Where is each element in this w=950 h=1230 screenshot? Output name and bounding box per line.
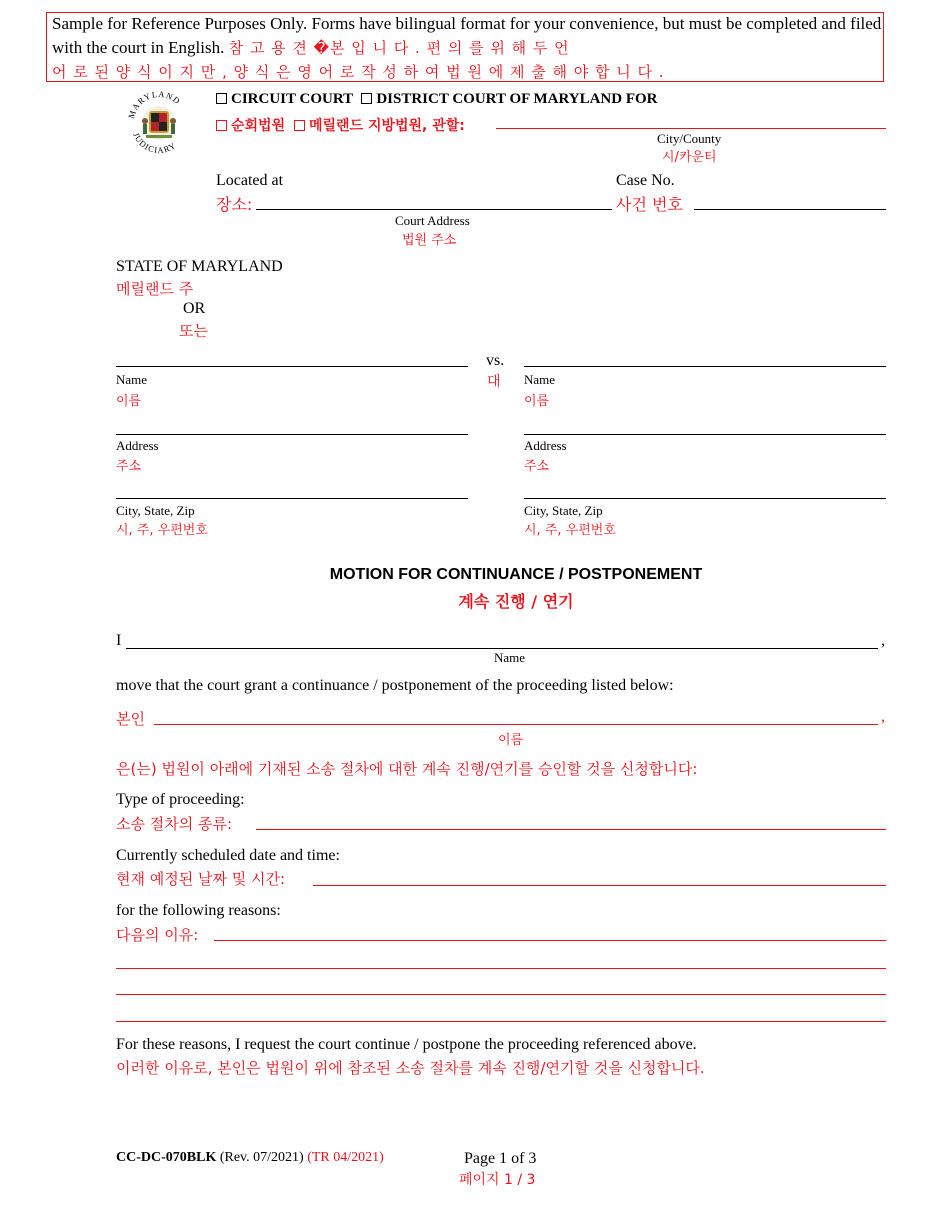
reasons-label-ko: 다음의 이유: bbox=[116, 926, 199, 944]
type-of-proceeding-label: Type of proceeding: bbox=[116, 791, 245, 808]
defendant-name-caption-ko: 이름 bbox=[524, 394, 550, 409]
scheduled-date-label-ko: 현재 예정된 날짜 및 시간: bbox=[116, 870, 286, 888]
reference-notice bbox=[52, 12, 882, 84]
plaintiff-csz-caption-ko: 시, 주, 우편번호 bbox=[116, 523, 208, 538]
notice-korean-1: 참 고 용 견 �본 입 니 다 . 편 의 를 위 해 두 언 bbox=[228, 39, 570, 57]
plaintiff-name-caption: Name bbox=[116, 372, 148, 387]
form-title-ko: 계속 진행 / 연기 bbox=[458, 592, 574, 611]
district-court-checkbox-ko[interactable] bbox=[294, 120, 305, 131]
defendant-address-caption: Address bbox=[524, 438, 567, 453]
circuit-court-checkbox-ko[interactable] bbox=[216, 120, 227, 131]
defendant-address-caption-ko: 주소 bbox=[524, 459, 550, 474]
vs-label: vs. bbox=[486, 352, 505, 369]
city-county-caption: City/County bbox=[657, 131, 722, 146]
or-label-ko: 또는 bbox=[179, 322, 208, 340]
plaintiff-csz-caption: City, State, Zip bbox=[116, 503, 195, 518]
plaintiff-address-caption: Address bbox=[116, 438, 159, 453]
defendant-address-field[interactable] bbox=[524, 434, 886, 435]
comma-ko: , bbox=[881, 708, 885, 725]
court-address-field[interactable] bbox=[256, 209, 612, 210]
seal-top-text: MARYLAND bbox=[126, 88, 183, 120]
district-court-label-ko: 메릴랜드 지방법원, 관할: bbox=[308, 118, 465, 134]
or-label: OR bbox=[183, 300, 206, 317]
form-id-line bbox=[116, 1150, 384, 1166]
reasons-field-2[interactable] bbox=[116, 968, 886, 969]
reasons-field-1[interactable] bbox=[214, 940, 886, 941]
move-text-ko: 은(는) 법원이 아래에 기재된 소송 절차에 대한 계속 진행/연기를 승인할 것을 신청합니다: bbox=[116, 760, 698, 778]
city-county-caption-ko: 시/카운티 bbox=[662, 150, 717, 165]
i-label-ko: 본인 bbox=[116, 710, 145, 728]
movant-name-field-ko[interactable] bbox=[154, 724, 878, 725]
court-address-caption: Court Address bbox=[395, 213, 470, 228]
form-revision: (Rev. 07/2021) bbox=[219, 1150, 304, 1165]
circuit-court-label: CIRCUIT COURT bbox=[231, 91, 354, 107]
plaintiff-name-caption-ko: 이름 bbox=[116, 394, 142, 409]
translation-revision: (TR 04/2021) bbox=[307, 1150, 384, 1165]
located-at-label-ko: 장소: bbox=[216, 195, 253, 214]
vs-label-ko: 대 bbox=[487, 374, 501, 390]
i-label: I bbox=[116, 632, 122, 649]
defendant-name-field[interactable] bbox=[524, 366, 886, 367]
seal-bottom-text: JUDICIARY bbox=[131, 131, 178, 156]
notice-korean-2: 어 로 된 양 식 이 지 만 , 양 식 은 영 어 로 작 성 하 여 법 원 에 제 출 해 야 합 니 다 . bbox=[52, 63, 665, 81]
type-of-proceeding-label-ko: 소송 절차의 종류: bbox=[116, 815, 233, 833]
reasons-field-3[interactable] bbox=[116, 994, 886, 995]
plaintiff-address-caption-ko: 주소 bbox=[116, 459, 142, 474]
plaintiff-csz-field[interactable] bbox=[116, 498, 468, 499]
scheduled-date-label: Currently scheduled date and time: bbox=[116, 847, 340, 864]
movant-name-field[interactable] bbox=[126, 648, 878, 649]
comma: , bbox=[881, 632, 885, 649]
defendant-csz-caption: City, State, Zip bbox=[524, 503, 603, 518]
request-text: For these reasons, I request the court continue / postpone the proceeding referenced above. bbox=[116, 1036, 697, 1053]
city-county-field[interactable] bbox=[496, 128, 886, 129]
plaintiff-address-field[interactable] bbox=[116, 434, 468, 435]
maryland-judiciary-seal bbox=[124, 88, 194, 158]
reasons-field-4[interactable] bbox=[116, 1021, 886, 1022]
case-no-label-ko: 사건 번호 bbox=[616, 195, 683, 214]
page-number: Page 1 of 3 bbox=[464, 1150, 537, 1167]
case-no-label: Case No. bbox=[616, 172, 675, 189]
circuit-court-label-ko: 순회법원 bbox=[231, 118, 286, 134]
request-text-ko: 이러한 이유로, 본인은 법원이 위에 참조된 소송 절차를 계속 진행/연기할 것을 신청합니다. bbox=[116, 1059, 705, 1077]
form-title: MOTION FOR CONTINUANCE / POSTPONEMENT bbox=[329, 566, 703, 583]
district-court-label: DISTRICT COURT OF MARYLAND FOR bbox=[376, 91, 658, 107]
located-at-label: Located at bbox=[216, 172, 284, 189]
district-court-checkbox[interactable] bbox=[361, 93, 372, 104]
movant-name-caption: Name bbox=[494, 650, 526, 665]
state-of-maryland: STATE OF MARYLAND bbox=[116, 258, 283, 275]
reasons-label: for the following reasons: bbox=[116, 902, 281, 919]
court-address-caption-ko: 법원 주소 bbox=[402, 233, 457, 248]
case-no-field[interactable] bbox=[694, 209, 886, 210]
type-of-proceeding-field[interactable] bbox=[256, 829, 886, 830]
scheduled-date-field[interactable] bbox=[313, 885, 886, 886]
court-selection-ko bbox=[216, 115, 465, 135]
defendant-csz-caption-ko: 시, 주, 우편번호 bbox=[524, 523, 616, 538]
form-id: CC-DC-070BLK bbox=[116, 1150, 217, 1165]
defendant-name-caption: Name bbox=[524, 372, 556, 387]
move-text: move that the court grant a continuance / postponement of the proceeding listed below: bbox=[116, 677, 674, 694]
movant-name-caption-ko: 이름 bbox=[498, 733, 524, 748]
page-number-ko: 페이지 1 / 3 bbox=[459, 1172, 536, 1188]
court-selection-en bbox=[216, 90, 658, 108]
state-of-maryland-ko: 메릴랜드 주 bbox=[116, 280, 194, 298]
circuit-court-checkbox[interactable] bbox=[216, 93, 227, 104]
notice-english: Sample for Reference Purposes Only. Forms have bilingual format for your convenience, but must be completed and filed with the court in English. bbox=[52, 14, 882, 57]
defendant-csz-field[interactable] bbox=[524, 498, 886, 499]
plaintiff-name-field[interactable] bbox=[116, 366, 468, 367]
